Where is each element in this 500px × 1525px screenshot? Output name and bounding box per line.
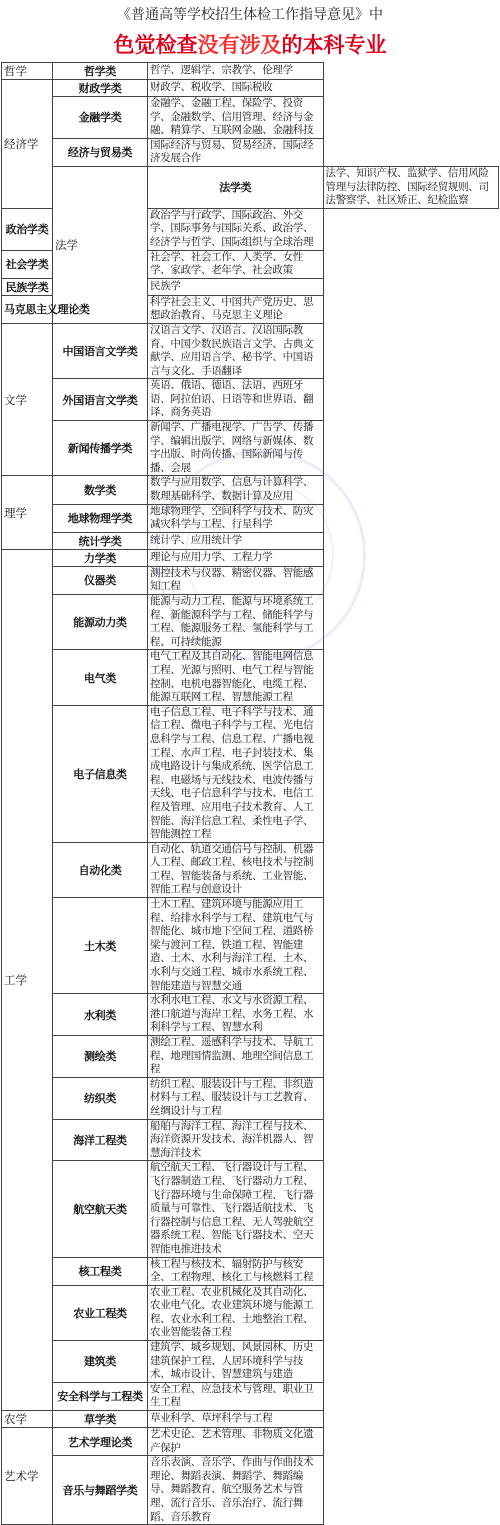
majors-cell: 艺术史论、艺术管理、非物质文化遗产保护 — [148, 1428, 324, 1456]
majors-cell: 科学社会主义、中国共产党历史、思想政治教育、马克思主义理论 — [148, 295, 324, 323]
majors-cell: 能源与动力工程、能源与环境系统工程、新能源科学与工程、储能科学与工程、能源服务工程、氢能科学与工程、可持续能源 — [148, 595, 324, 650]
table-row — [2, 166, 499, 208]
majors-cell: 船舶与海洋工程、海洋工程与技术、海洋资源开发技术、海洋机器人、智慧海洋技术 — [148, 1119, 324, 1161]
table-row — [2, 1285, 499, 1340]
category-cell: 草学类 — [53, 1411, 148, 1428]
majors-cell: 音乐表演、音乐学、作曲与作曲技术理论、舞蹈表演、舞蹈学、舞蹈编导、舞蹈教育、航空服务艺术与管理、流行音乐、音乐治疗、流行舞蹈、音乐教育 — [148, 1456, 324, 1525]
table-row — [2, 1382, 499, 1410]
table-row — [2, 842, 499, 897]
majors-cell: 草业科学、草坪科学与工程 — [148, 1411, 324, 1428]
category-cell: 核工程类 — [53, 1257, 148, 1285]
category-cell: 数学类 — [53, 476, 148, 504]
majors-cell: 政治学与行政学、国际政治、外交学、国际事务与国际关系、政治学、经济学与哲学、国际组织与全球治理 — [148, 208, 324, 250]
majors-cell: 安全工程、应急技术与管理、职业卫生工程 — [148, 1382, 324, 1410]
table-row — [2, 595, 499, 650]
category-cell: 外国语言文学类 — [53, 379, 148, 421]
category-cell: 中国语言文学类 — [53, 323, 148, 378]
category-cell: 农业工程类 — [53, 1285, 148, 1340]
table-row — [2, 1411, 499, 1428]
category-cell: 音乐与舞蹈学类 — [53, 1456, 148, 1525]
category-cell: 民族学类 — [2, 278, 53, 295]
majors-cell: 民族学 — [148, 278, 324, 295]
category-cell: 经济与贸易类 — [53, 138, 148, 166]
table-row — [2, 650, 499, 705]
majors-cell: 电子信息工程、电子科学与技术、通信工程、微电子科学与工程、光电信息科学与工程、信息工程、广播电视工程、水声工程、电子封装技术、集成电路设计与集成系统、医学信息工程、电磁场与无线技术、电波传播与天线、电子信息科学与技术、电信工程及管理、应用电子技术教育、人工智能、海洋信息工程、柔性电子学、智能测控工程 — [148, 705, 324, 842]
majors-cell: 国际经济与贸易、贸易经济、国际经济发展合作 — [148, 138, 324, 166]
table-row — [2, 80, 499, 97]
table-row — [2, 379, 499, 421]
table-row — [2, 1456, 499, 1525]
majors-cell: 水利水电工程、水文与水资源工程、港口航道与海岸工程、水务工程、水利科学与工程、智慧水利 — [148, 994, 324, 1036]
discipline-cell: 哲学 — [2, 63, 53, 80]
category-cell: 法学类 — [148, 166, 324, 208]
discipline-cell: 文学 — [2, 323, 53, 476]
majors-table — [1, 62, 499, 1525]
category-cell: 土木类 — [53, 898, 148, 994]
category-cell: 力学类 — [53, 549, 148, 566]
discipline-cell: 经济学 — [2, 80, 53, 209]
category-cell: 纺织类 — [53, 1077, 148, 1119]
table-row — [2, 63, 499, 80]
title-part-2: 没有涉及 — [197, 32, 282, 57]
category-cell: 财政学类 — [53, 80, 148, 97]
discipline-cell: 理学 — [2, 476, 53, 549]
majors-cell: 自动化、轨道交通信号与控制、机器人工程、邮政工程、核电技术与控制工程、智能装备与系统、工业智能、智能工程与创意设计 — [148, 842, 324, 897]
table-row — [2, 504, 499, 532]
document-subtitle: 《普通高等学校招生体检工作指导意见》中 — [117, 7, 383, 23]
majors-cell: 英语、俄语、德语、法语、西班牙语、阿拉伯语、日语等和世界语、翻译、商务英语 — [148, 379, 324, 421]
majors-cell: 测绘工程、遥感科学与技术、导航工程、地理国情监测、地理空间信息工程 — [148, 1036, 324, 1078]
table-row — [2, 1428, 499, 1456]
majors-cell: 电气工程及其自动化、智能电网信息工程、光源与照明、电气工程与智能控制、电机电器智能化、电缆工程、能源互联网工程、智慧能源工程 — [148, 650, 324, 705]
category-cell: 统计学类 — [53, 532, 148, 549]
discipline-cell: 法学 — [53, 166, 148, 323]
category-cell: 哲学类 — [53, 63, 148, 80]
table-row — [2, 1077, 499, 1119]
majors-cell: 测控技术与仪器、精密仪器、智能感知工程 — [148, 566, 324, 594]
category-cell: 测绘类 — [53, 1036, 148, 1078]
category-cell: 安全科学与工程类 — [53, 1382, 148, 1410]
table-row — [2, 476, 499, 504]
majors-cell: 统计学、应用统计学 — [148, 532, 324, 549]
category-cell: 地球物理学类 — [53, 504, 148, 532]
table-row — [2, 1036, 499, 1078]
table-row — [2, 138, 499, 166]
category-cell: 建筑类 — [53, 1341, 148, 1383]
table-row — [2, 532, 499, 549]
majors-cell: 金融学、金融工程、保险学、投资学、金融数学、信用管理、经济与金融、精算学、互联网金融、金融科技 — [148, 97, 324, 139]
majors-cell: 纺织工程、服装设计与工程、非织造材料与工程、服装设计与工艺教育、丝绸设计与工程 — [148, 1077, 324, 1119]
title-part-3: 的本科专业 — [281, 32, 387, 57]
table-row — [2, 97, 499, 139]
title-part-1: 色觉检查 — [113, 32, 198, 57]
category-cell: 艺术学理论类 — [53, 1428, 148, 1456]
table-row — [2, 549, 499, 566]
table-row — [2, 1341, 499, 1383]
majors-cell: 哲学、逻辑学、宗教学、伦理学 — [148, 63, 324, 80]
category-cell: 电子信息类 — [53, 705, 148, 842]
table-row — [2, 994, 499, 1036]
discipline-cell: 工学 — [2, 549, 53, 1410]
document-title — [0, 30, 500, 62]
category-cell: 马克思主义理论类 — [2, 295, 53, 323]
category-cell: 电气类 — [53, 650, 148, 705]
majors-cell: 航空航天工程、飞行器设计与工程、飞行器制造工程、飞行器动力工程、飞行器环境与生命保障工程、飞行器质量与可靠性、飞行器适航技术、飞行器控制与信息工程、无人驾驶航空器系统工程、智能飞行器技术、空天智能电推进技术 — [148, 1161, 324, 1257]
discipline-cell: 艺术学 — [2, 1428, 53, 1525]
table-row — [2, 566, 499, 594]
table-row — [2, 705, 499, 842]
majors-table-body — [2, 63, 499, 1525]
majors-cell: 新闻学、广播电视学、广告学、传播学、编辑出版学、网络与新媒体、数字出版、时尚传播、国际新闻与传播、会展 — [148, 421, 324, 476]
category-cell: 航空航天类 — [53, 1161, 148, 1257]
majors-cell: 社会学、社会工作、人类学、女性学、家政学、老年学、社会政策 — [148, 250, 324, 278]
table-row — [2, 1119, 499, 1161]
category-cell: 新闻传播学类 — [53, 421, 148, 476]
majors-cell: 地球物理学、空间科学与技术、防灾减灾科学与工程、行星科学 — [148, 504, 324, 532]
category-cell: 能源动力类 — [53, 595, 148, 650]
majors-cell: 数学与应用数学、信息与计算科学、数理基础科学、数据计算及应用 — [148, 476, 324, 504]
category-cell: 自动化类 — [53, 842, 148, 897]
table-row — [2, 323, 499, 378]
majors-cell: 汉语言文学、汉语言、汉语国际教育、中国少数民族语言文学、古典文献学、应用语言学、秘书学、中国语言与文化、手语翻译 — [148, 323, 324, 378]
category-cell: 金融学类 — [53, 97, 148, 139]
majors-cell: 财政学、税收学、国际税收 — [148, 80, 324, 97]
majors-cell: 农业工程、农业机械化及其自动化、农业电气化、农业建筑环境与能源工程、农业水利工程、土地整治工程、农业智能装备工程 — [148, 1285, 324, 1340]
table-row — [2, 898, 499, 994]
category-cell: 海洋工程类 — [53, 1119, 148, 1161]
table-row — [2, 421, 499, 476]
category-cell: 社会学类 — [2, 250, 53, 278]
discipline-cell: 农学 — [2, 1411, 53, 1428]
majors-cell: 土木工程、建筑环境与能源应用工程、给排水科学与工程、建筑电气与智能化、城市地下空间工程、道路桥梁与渡河工程、铁道工程、智能建造、土木、水利与海洋工程、土木、水利与交通工程、城市水系统工程、智能建造与智慧交通 — [148, 898, 324, 994]
category-cell: 水利类 — [53, 994, 148, 1036]
category-cell: 仪器类 — [53, 566, 148, 594]
table-row — [2, 1161, 499, 1257]
majors-cell: 建筑学、城乡规划、风景园林、历史建筑保护工程、人居环境科学与技术、城市设计、智慧建筑与建造 — [148, 1341, 324, 1383]
table-row — [2, 1257, 499, 1285]
majors-cell: 法学、知识产权、监狱学、信用风险管理与法律防控、国际经贸规则、司法警察学、社区矫正、纪检监察 — [323, 166, 499, 208]
category-cell: 政治学类 — [2, 208, 53, 250]
majors-cell: 核工程与核技术、辐射防护与核安全、工程物理、核化工与核燃料工程 — [148, 1257, 324, 1285]
majors-cell: 理论与应用力学、工程力学 — [148, 549, 324, 566]
